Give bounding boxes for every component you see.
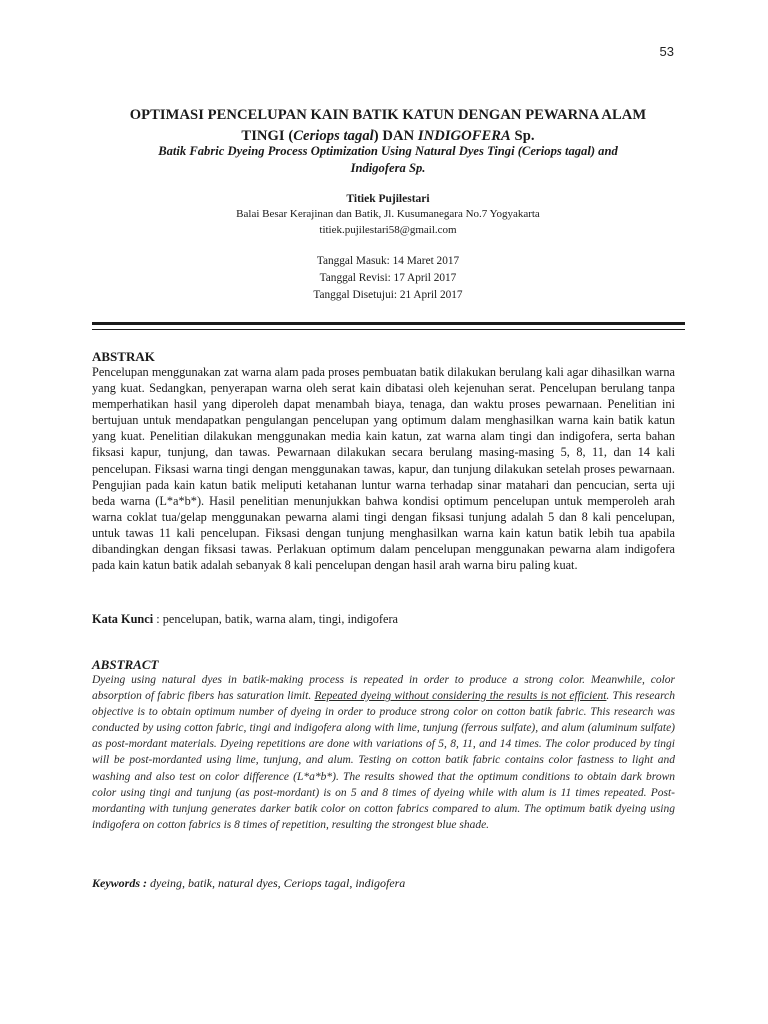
abstrak-heading: ABSTRAK [92, 349, 155, 364]
english-title [92, 143, 684, 177]
paper-title [92, 105, 684, 147]
keywords-sep: : [140, 876, 150, 890]
author-name: Titiek Pujilestari [346, 193, 430, 205]
abstract-text-part-1: Dyeing using natural dyes in batik-making process is repeated in order to produce a strong color. Meanwhile, color absorption of fabric fibers has saturation limit. [92, 674, 675, 703]
keywords [92, 876, 675, 891]
title-part: ) DAN [373, 128, 418, 144]
keywords-terms: dyeing, batik, natural dyes, Ceriops tagal, indigofera [150, 876, 406, 890]
english-title-line-1: Batik Fabric Dyeing Process Optimization Using Natural Dyes Tingi (Ceriops tagal) and [158, 144, 618, 158]
abstrak-text: Pencelupan menggunakan zat warna alam pada proses pembuatan batik dilakukan berulang kali agar dihasilkan warna yang kuat. Sedangkan, penyerapan warna oleh serat kain dibatasi oleh kejenuhan serat. Pencelupan berulang tanpa memperhatikan hasil yang diperoleh dapat menambah biaya, tenaga, dan waktu proses pewarnaan. Penelitian ini bertujuan untuk mendapatkan pengulangan pencelupan yang optimum dalam menghasilkan warna kain batik katun yang kuat. Penelitian dilakukan menggunakan media kain katun, zat warna alam tingi dan indigofera, serta bahan fiksasi kapur, tunjung, dan tawas. Pewarnaan dilakukan secara berulang masing-masing 5, 8, 11, dan 14 kali pencelupan. Fiksasi warna tingi dengan menggunakan tawas, kapur, dan tunjung dilakukan setelah proses pewarnaan. Pengujian pada kain katun batik meliputi ketahanan luntur warna terhadap sinar matahari dan pencucian, serta uji beda warna (L*a*b*). Hasil penelitian menunjukkan bahwa kondisi optimum pencelupan untuk memperoleh arah warna coklat tua/gelap menggunakan pewarna alami tingi dengan fiksasi tunjung adalah 5 dan 8 kali pencelupan, untuk tawas 11 kali pencelupan. Fiksasi dengan tunjung menghasilkan warna kain katun batik lebih tua apabila dibandingkan dengan fiksasi tawas. Perlakuan optimum dalam pencelupan menggunakan pewarna alam indigofera pada kain katun batik adalah sebanyak 8 kali pencelupan dengan hasil arah warna biru paling kuat. [92, 365, 675, 573]
title-species: Ceriops tagal [293, 128, 374, 144]
abstract-text-part-2: . This research objective is to obtain optimum number of dyeing in order to produce strong color on cotton batik fabric. This research was conducted by using cotton fabric, tingi and indigofera along with lime, tunjung (ferrous sulfate), and alum (aluminum sulfate) as post-mordant materials. Dyeing repetitions are done with variations of 5, 8, 11, and 14 times. The color produced by tingi will be post-mordanted using lime, tunjung, and alum. Testing on cotton batik fabric contains color fastness to light and washing and also test on color difference (L*a*b*). The results showed that the optimum conditions to obtain dark brown color using tingi and tunjung (as post-mordant) is on 5 and 8 times of dyeing while with alum is 11 times repeated. Post-mordanting with tunjung generates darker batik color on cotton fabrics compared to alum. The optimum batik dyeing using indigofera on cotton fabrics is 8 times of repetition, resulting the strongest blue shade. [92, 690, 676, 831]
header-divider-thin [92, 329, 685, 330]
abstract-underlined-sentence: Repeated dyeing without considering the results is not efficient [314, 690, 607, 703]
page-number: 53 [659, 44, 674, 59]
title-part: Sp. [510, 128, 535, 144]
author-email[interactable]: titiek.pujilestari58@gmail.com [319, 224, 457, 236]
abstract-text [92, 672, 675, 833]
kata-kunci-label: Kata Kunci [92, 612, 154, 626]
date-revised: Tanggal Revisi: 17 April 2017 [319, 272, 457, 284]
abstract-heading: ABSTRACT [92, 657, 159, 672]
title-line-1: OPTIMASI PENCELUPAN KAIN BATIK KATUN DENGAN PEWARNA ALAM [129, 107, 647, 123]
title-genus: INDIGOFERA [417, 128, 511, 144]
kata-kunci-terms: pencelupan, batik, warna alam, tingi, indigofera [162, 612, 398, 626]
date-accepted: Tanggal Disetujui: 21 April 2017 [313, 289, 463, 301]
keywords-label: Keywords [92, 876, 140, 890]
english-title-line-2: Indigofera Sp. [350, 161, 426, 175]
kata-kunci-sep: : [153, 612, 163, 626]
submission-dates [92, 253, 684, 304]
author-affiliation-block [92, 206, 684, 238]
date-received: Tanggal Masuk: 14 Maret 2017 [316, 255, 460, 267]
author-affiliation: Balai Besar Kerajinan dan Batik, Jl. Kusumanegara No.7 Yogyakarta [236, 208, 540, 220]
kata-kunci [92, 612, 675, 627]
header-divider-thick [92, 322, 685, 325]
title-part: TINGI ( [241, 128, 294, 144]
